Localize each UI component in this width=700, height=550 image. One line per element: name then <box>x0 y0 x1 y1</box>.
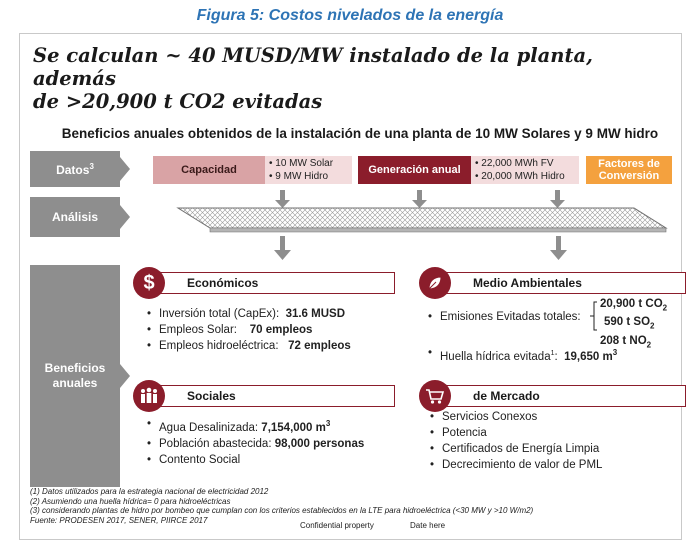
analysis-grid-plane-edge <box>210 228 666 232</box>
footnotes <box>30 487 590 525</box>
sociales-title: Sociales <box>150 385 395 407</box>
list-item: • Población abastecida: 98,000 personas <box>145 436 400 452</box>
people-icon <box>133 380 165 412</box>
down-arrow-icon <box>550 236 567 260</box>
footnote: (1) Datos utilizados para la estrategia nacional de electricidad 2012 <box>30 487 269 496</box>
emission-so2: 590 t $SO_2$ <box>604 316 655 331</box>
emission-co2: 20,900 t $CO_2$ <box>600 298 668 313</box>
down-arrow-icon <box>412 190 427 208</box>
medio-ambientales-title: Medio Ambientales <box>436 272 686 294</box>
factores-conversion-label: Factores de Conversión <box>586 156 672 184</box>
generacion-label: Generación anual <box>358 156 471 184</box>
list-item: • Agua Desalinizada: 7,154,000 $m^3$ <box>145 416 400 436</box>
huella-item: • Huella hídrica evitada$^1$: 19,650 $m^3$ <box>426 345 686 365</box>
mercado-title: de Mercado <box>436 385 686 407</box>
figure-caption: Figura 5: Costos nivelados de la energía <box>196 7 504 24</box>
emissions-values <box>600 297 667 352</box>
sociales-list <box>145 416 400 468</box>
list-item: • Potencia <box>428 425 683 441</box>
capacidad-label: Capacidad <box>153 156 265 184</box>
economicos-list <box>145 306 395 354</box>
huella-row <box>426 345 686 365</box>
list-item: • Decrecimiento de valor de PML <box>428 457 683 473</box>
emisiones-row <box>426 309 596 325</box>
down-arrow-icon <box>275 190 290 208</box>
list-item: • Servicios Conexos <box>428 409 683 425</box>
footnote: (3) considerando plantas de hidro por bombeo que cumplan con los criterios establecidos en la LTE para hidroeléctrica (<30 MW y >10 W/m2) <box>30 506 534 515</box>
leaf-icon <box>419 267 451 299</box>
economicos-title: Económicos <box>150 272 395 294</box>
generacion-item: • 20,000 MWh Hidro <box>475 171 565 182</box>
analysis-grid-plane <box>178 208 666 228</box>
footnote: Fuente: PRODESEN 2017, SENER, PIIRCE 2017 <box>30 515 208 525</box>
footnote: (2) Asumiendo una huella hídrica= 0 para hidroeléctricas <box>30 496 231 506</box>
datos-label: Datos$^3$ <box>56 161 94 177</box>
confidential-label: Confidential property <box>300 521 374 530</box>
shopping-cart-icon <box>419 380 451 412</box>
down-arrow-icon <box>274 236 291 260</box>
subtitle: Beneficios anuales obtenidos de la instalación de una planta de 10 MW Solares y 9 MW hidro <box>61 126 659 141</box>
mercado-list <box>428 409 683 473</box>
generacion-item: • 22,000 MWh FV <box>475 158 554 169</box>
list-item: • Certificados de Energía Limpia <box>428 441 683 457</box>
headline-line-1: Se calculan ~ 40 MUSD/MW instalado de la planta, además <box>33 44 593 90</box>
analisis-label: Análisis <box>51 210 99 224</box>
list-item: • Contento Social <box>145 452 400 468</box>
capacidad-item: • 10 MW Solar <box>269 158 334 169</box>
list-item: • Inversión total (CapEx): 31.6 MUSD <box>145 306 395 322</box>
list-item: • Empleos Solar: 70 empleos <box>145 322 395 338</box>
beneficios-label: Beneficios anuales <box>44 361 106 390</box>
emission-no2: 208 t $NO_2$ <box>600 334 652 349</box>
capacidad-item: • 9 MW Hidro <box>269 171 329 182</box>
dollar-icon: $ <box>133 267 165 299</box>
headline-line-2: de >20,900 t CO2 evitadas <box>33 90 323 113</box>
emisiones-label: • Emisiones Evitadas totales: <box>426 309 596 325</box>
date-label: Date here <box>410 521 446 530</box>
list-item: • Empleos hidroeléctrica: 72 empleos <box>145 338 395 354</box>
down-arrow-icon <box>550 190 565 208</box>
